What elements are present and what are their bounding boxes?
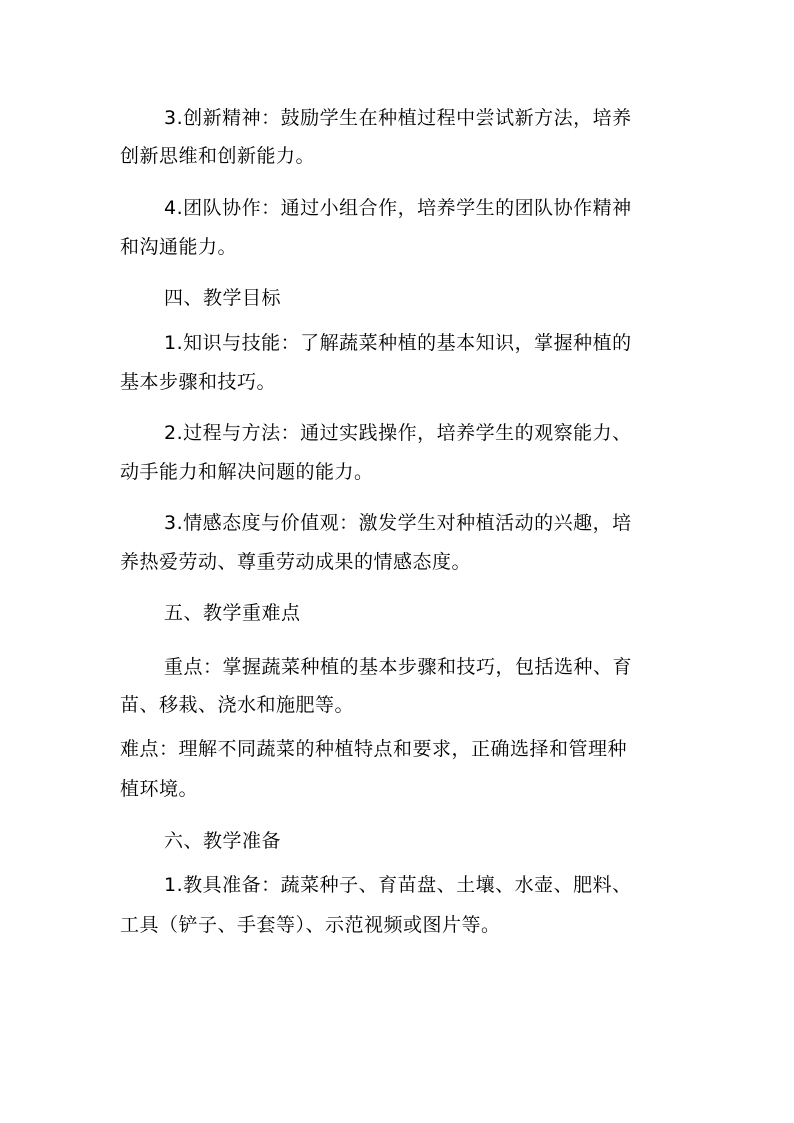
section-heading: 四、教学目标: [164, 287, 282, 309]
paragraph-line: 重点：掌握蔬菜种植的基本步骤和技巧，包括选种、育: [164, 656, 633, 678]
paragraph-line: 养热爱劳动、尊重劳动成果的情感态度。: [120, 551, 472, 573]
paragraph-line: 植环境。: [120, 778, 199, 800]
paragraph-line: 1.教具准备：蔬菜种子、育苗盘、土壤、水壶、肥料、: [164, 874, 632, 896]
paragraph-line: 工具（铲子、手套等）、示范视频或图片等。: [120, 914, 501, 936]
paragraph-line: 动手能力和解决问题的能力。: [120, 461, 374, 483]
paragraph-line: 4.团队协作：通过小组合作，培养学生的团队协作精神: [164, 197, 632, 219]
paragraph-line: 苗、移栽、浇水和施肥等。: [120, 694, 355, 716]
paragraph-line: 1.知识与技能：了解蔬菜种植的基本知识，掌握种植的: [164, 332, 632, 354]
paragraph-line: 难点：理解不同蔬菜的种植特点和要求，正确选择和管理种: [120, 738, 628, 760]
paragraph-line: 和沟通能力。: [120, 236, 238, 258]
paragraph-line: 3.情感态度与价值观：激发学生对种植活动的兴趣，培: [164, 512, 632, 534]
paragraph-line: 2.过程与方法：通过实践操作，培养学生的观察能力、: [164, 422, 632, 444]
paragraph-line: 创新思维和创新能力。: [120, 145, 316, 167]
paragraph-line: 基本步骤和技巧。: [120, 371, 277, 393]
section-heading: 六、教学准备: [164, 830, 282, 852]
paragraph-line: 3.创新精神：鼓励学生在种植过程中尝试新方法，培养: [164, 107, 632, 129]
section-heading: 五、教学重难点: [164, 602, 301, 624]
